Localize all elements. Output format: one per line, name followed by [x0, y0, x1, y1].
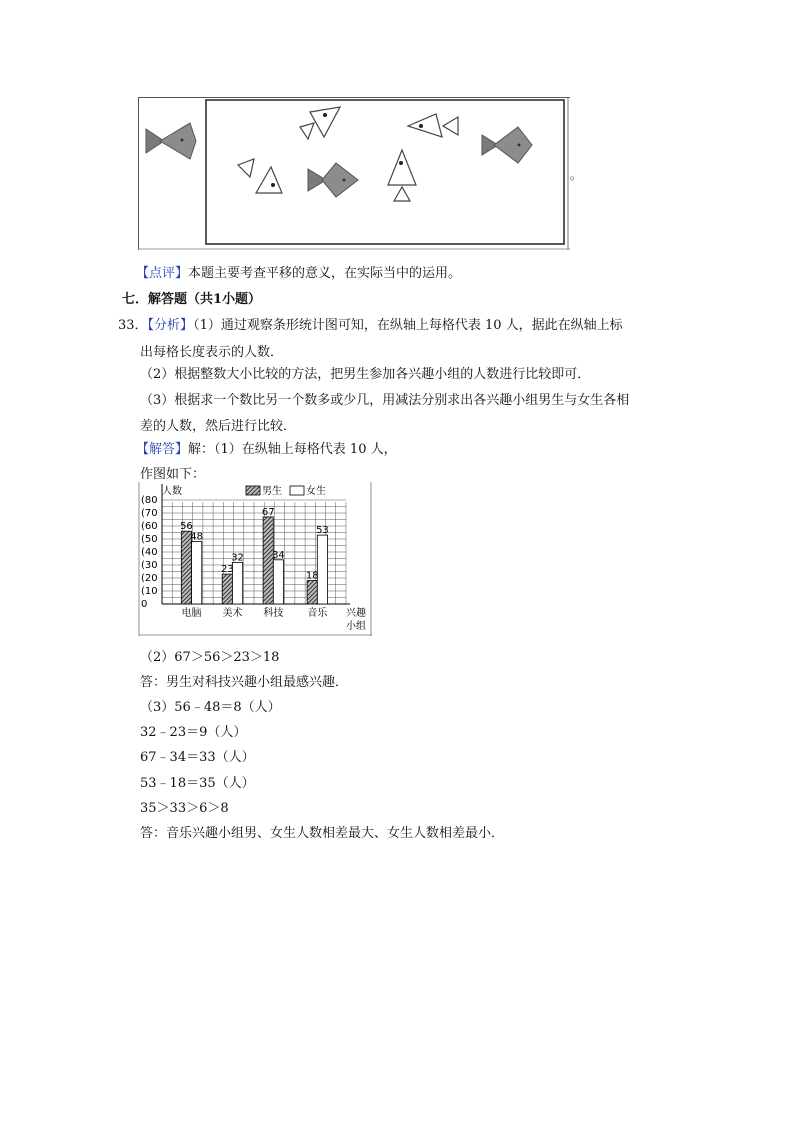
analysis-line-1 — [118, 314, 623, 333]
y-tick-label: (70 — [141, 508, 158, 519]
fish-outline-2 — [408, 114, 458, 137]
answer-text-1: 解：（1）在纵轴上每格代表 10 人， — [188, 442, 397, 457]
grid-box — [206, 100, 564, 244]
analysis-line-3: （2）根据整数大小比较的方法，把男生参加各兴趣小组的人数进行比较即可． — [140, 367, 591, 382]
bar-value-label: 32 — [231, 552, 244, 564]
y-tick-label: (10 — [141, 586, 158, 597]
fish-outline-3 — [238, 159, 282, 193]
category-label: 美术 — [222, 608, 243, 619]
original-fish — [146, 123, 196, 159]
calc-line-2: 67﹣34＝33（人） — [140, 750, 255, 765]
figure-suffix: 。 — [570, 168, 583, 182]
answer-2-line: （2）67＞56＞23＞18 — [140, 650, 280, 665]
bar-value-label: 18 — [305, 570, 319, 582]
legend-swatch-male — [246, 486, 260, 495]
calc-line-3: 53﹣18＝35（人） — [140, 776, 255, 791]
x-axis-title-line1: 兴趣 — [346, 608, 366, 619]
comment-tag: 【点评】 — [136, 266, 189, 281]
bar-chart — [138, 480, 374, 638]
bar-value-label: 23 — [220, 564, 234, 576]
bar-male — [307, 581, 317, 604]
answer-tag: 【解答】 — [136, 442, 189, 457]
legend-swatch-female — [290, 486, 304, 495]
analysis-text-1: （1）通过观察条形统计图可知，在纵轴上每格代表 10 人，据此在纵轴上标 — [193, 318, 623, 333]
x-axis-title-line2: 小组 — [346, 621, 366, 632]
y-tick-label: (30 — [141, 560, 158, 571]
y-tick-label: (80 — [141, 495, 158, 506]
y-axis-title: 人数 — [162, 486, 182, 497]
y-tick-label: (50 — [141, 534, 158, 545]
y-tick-label: (40 — [141, 547, 158, 558]
bar-female — [317, 535, 327, 604]
comment-line — [136, 262, 461, 281]
comment-text: 本题主要考查平移的意义，在实际当中的运用。 — [188, 266, 462, 281]
legend-label-female: 女生 — [306, 486, 326, 497]
analysis-line-5: 差的人数，然后进行比较． — [140, 419, 297, 434]
answer-3-line: （3）56﹣48＝8（人） — [140, 700, 281, 715]
category-label: 科技 — [263, 608, 284, 619]
legend-label-male: 男生 — [262, 486, 282, 497]
comparison-line: 35＞33＞6＞8 — [140, 801, 229, 816]
bar-value-label: 56 — [180, 521, 193, 533]
calc-line-1: 32﹣23＝9（人） — [140, 725, 247, 740]
fish-outline-4 — [388, 150, 416, 201]
bar-male — [222, 574, 232, 604]
fish-gray-right — [482, 127, 532, 163]
fish-outline-1 — [300, 107, 340, 139]
bar-value-label: 34 — [272, 549, 285, 561]
bar-value-label: 53 — [316, 525, 329, 537]
category-label: 音乐 — [307, 608, 328, 619]
analysis-line-2: 出每格长度表示的人数． — [140, 345, 284, 360]
answer-line-2: 作图如下： — [140, 467, 206, 482]
bar-female — [273, 560, 283, 604]
question-number: 33． — [118, 318, 148, 333]
y-tick-label: (60 — [141, 521, 158, 532]
fish-translation-figure — [138, 97, 570, 250]
answer-2-conclusion: 答：男生对科技兴趣小组最感兴趣． — [140, 675, 349, 690]
fish-gray-middle — [308, 163, 358, 197]
bar-value-label: 67 — [261, 506, 275, 518]
final-conclusion: 答：音乐兴趣小组男、女生人数相差最大、女生人数相差最小． — [140, 826, 505, 841]
analysis-tag: 【分析】 — [147, 318, 194, 333]
bar-value-label: 48 — [190, 531, 204, 543]
analysis-line-4: （3）根据求一个数比另一个数多或少几，用减法分别求出各兴趣小组男生与女生各相 — [140, 393, 630, 408]
category-label: 电脑 — [181, 608, 202, 619]
bar-female — [192, 542, 202, 604]
answer-line-1 — [136, 438, 397, 457]
y-tick-label: (20 — [141, 573, 158, 584]
section-heading: 七．解答题（共1小题） — [122, 292, 262, 307]
y-tick-label: 0 — [141, 599, 148, 610]
bar-female — [232, 562, 242, 604]
